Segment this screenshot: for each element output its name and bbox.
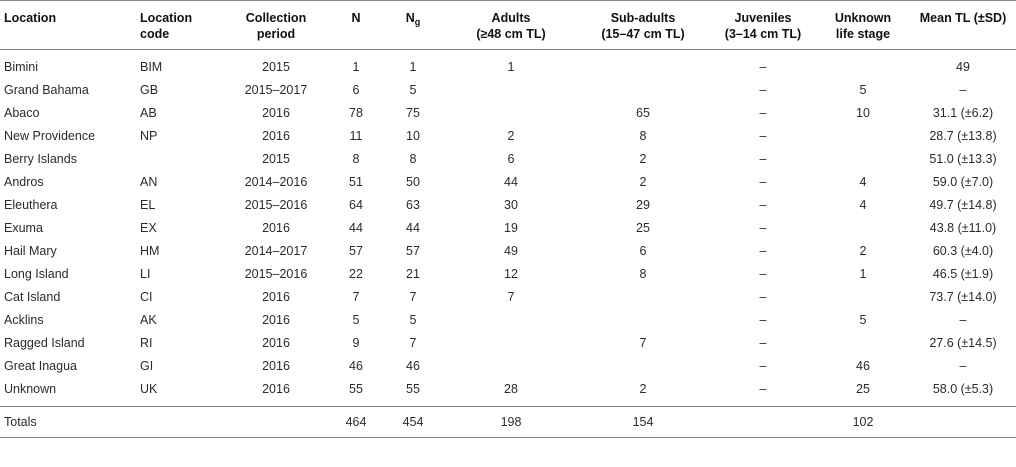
cell-mean: – bbox=[959, 313, 967, 327]
cell-mean: 43.8 (±11.0) bbox=[929, 221, 997, 235]
header-mean-text: Mean TL (±SD) bbox=[919, 11, 1007, 25]
header-unknown-life-stage bbox=[816, 1, 910, 50]
header-juveniles bbox=[710, 1, 816, 50]
cell-code: BIM bbox=[140, 60, 163, 74]
cell-subadults bbox=[576, 50, 710, 80]
cell-n: 55 bbox=[332, 378, 380, 407]
cell-period: 2014–2017 bbox=[244, 244, 308, 258]
header-n-text: N bbox=[351, 11, 361, 25]
table-row bbox=[0, 125, 1016, 148]
cell-juveniles: – bbox=[759, 129, 767, 143]
cell-subadults bbox=[576, 79, 710, 102]
cell-code: EX bbox=[140, 221, 157, 235]
cell-ng: 63 bbox=[406, 198, 420, 212]
cell-juveniles: – bbox=[759, 83, 767, 97]
totals-unknown: 102 bbox=[816, 407, 910, 438]
cell-mean: 46.5 (±1.9) bbox=[932, 267, 994, 281]
cell-adults: 2 bbox=[507, 129, 515, 143]
header-unknown-line2: life stage bbox=[835, 27, 891, 41]
cell-code: NP bbox=[140, 129, 158, 143]
cell-ng: 55 bbox=[380, 378, 446, 407]
cell-adults: 12 bbox=[504, 267, 518, 281]
cell-subadults bbox=[576, 355, 710, 378]
cell-juveniles: – bbox=[759, 221, 767, 235]
cell-ng: 7 bbox=[409, 290, 417, 304]
totals-n: 464 bbox=[332, 407, 380, 438]
table-row bbox=[0, 102, 1016, 125]
header-collection-period bbox=[220, 1, 332, 50]
table-row bbox=[0, 79, 1016, 102]
cell-juveniles: – bbox=[759, 290, 767, 304]
cell-ng: 8 bbox=[409, 152, 417, 166]
header-mean-tl bbox=[910, 1, 1016, 50]
cell-juveniles: – bbox=[759, 313, 767, 327]
cell-mean: 27.6 (±14.5) bbox=[929, 336, 997, 350]
cell-n: 78 bbox=[349, 106, 363, 120]
cell-location: Grand Bahama bbox=[4, 83, 89, 97]
cell-location: Abaco bbox=[4, 106, 40, 120]
cell-unknown: 46 bbox=[856, 359, 870, 373]
cell-period: 2015–2017 bbox=[244, 83, 308, 97]
totals-row bbox=[0, 407, 1016, 438]
cell-n: 22 bbox=[349, 267, 363, 281]
cell-unknown: 5 bbox=[859, 313, 867, 327]
totals-subadults: 154 bbox=[576, 407, 710, 438]
cell-subadults: 6 bbox=[639, 244, 647, 258]
cell-n: 57 bbox=[349, 244, 363, 258]
cell-juveniles: – bbox=[759, 175, 767, 189]
cell-subadults: 25 bbox=[636, 221, 650, 235]
cell-subadults bbox=[576, 286, 710, 309]
cell-location: Great Inagua bbox=[4, 359, 77, 373]
cell-location: Bimini bbox=[4, 60, 39, 74]
cell-unknown bbox=[816, 286, 910, 309]
cell-subadults: 29 bbox=[636, 198, 650, 212]
cell-period: 2016 bbox=[262, 313, 290, 327]
table-header bbox=[0, 1, 1016, 50]
cell-adults bbox=[446, 309, 576, 332]
header-adults-line1: Adults bbox=[491, 11, 531, 25]
table-row bbox=[0, 332, 1016, 355]
cell-juveniles: – bbox=[759, 152, 767, 166]
cell-ng: 5 bbox=[409, 313, 417, 327]
header-juveniles-line2: (3–14 cm TL) bbox=[724, 27, 802, 41]
cell-subadults bbox=[576, 309, 710, 332]
table-row bbox=[0, 263, 1016, 286]
cell-location: Acklins bbox=[4, 313, 44, 327]
table-row bbox=[0, 378, 1016, 407]
cell-location: Long Island bbox=[4, 267, 69, 281]
cell-location: Berry Islands bbox=[4, 152, 77, 166]
cell-period: 2014–2016 bbox=[244, 175, 308, 189]
header-adults-line2: (≥48 cm TL) bbox=[476, 27, 546, 41]
cell-juveniles: – bbox=[759, 267, 767, 281]
cell-juveniles: – bbox=[759, 198, 767, 212]
header-ng-base: N bbox=[405, 11, 415, 25]
cell-unknown: 1 bbox=[859, 267, 867, 281]
cell-mean: 73.7 (±14.0) bbox=[929, 290, 997, 304]
cell-adults: 28 bbox=[446, 378, 576, 407]
cell-adults: 6 bbox=[507, 152, 515, 166]
cell-location: Andros bbox=[4, 175, 44, 189]
header-collection-line1: Collection bbox=[245, 11, 307, 25]
cell-code: CI bbox=[140, 290, 153, 304]
cell-adults: 1 bbox=[507, 60, 515, 74]
cell-juveniles: – bbox=[759, 359, 767, 373]
table-row bbox=[0, 50, 1016, 80]
cell-n: 8 bbox=[352, 152, 360, 166]
cell-period: 2016 bbox=[262, 106, 290, 120]
cell-adults: 49 bbox=[504, 244, 518, 258]
header-location-code-line2: code bbox=[140, 27, 170, 41]
cell-code: HM bbox=[140, 244, 160, 258]
cell-ng: 21 bbox=[406, 267, 420, 281]
cell-adults bbox=[446, 102, 576, 125]
cell-location: Ragged Island bbox=[4, 336, 85, 350]
cell-code: UK bbox=[136, 378, 220, 407]
cell-juveniles: – bbox=[759, 336, 767, 350]
cell-n: 64 bbox=[349, 198, 363, 212]
cell-mean: 49 bbox=[956, 60, 970, 74]
cell-period: 2015–2016 bbox=[244, 198, 308, 212]
table-row bbox=[0, 240, 1016, 263]
cell-code: LI bbox=[140, 267, 151, 281]
cell-location: Exuma bbox=[4, 221, 43, 235]
cell-mean: 49.7 (±14.8) bbox=[929, 198, 997, 212]
header-row bbox=[0, 1, 1016, 50]
totals-period-empty bbox=[220, 407, 332, 438]
cell-juveniles: – bbox=[759, 60, 767, 74]
cell-ng: 57 bbox=[406, 244, 420, 258]
table-row bbox=[0, 309, 1016, 332]
cell-mean: 28.7 (±13.8) bbox=[929, 129, 997, 143]
cell-ng: 75 bbox=[406, 106, 420, 120]
cell-ng: 7 bbox=[409, 336, 417, 350]
cell-subadults: 7 bbox=[639, 336, 647, 350]
cell-adults: 44 bbox=[504, 175, 518, 189]
header-unknown-line1: Unknown bbox=[834, 11, 892, 25]
cell-period: 2015 bbox=[262, 152, 290, 166]
totals-adults: 198 bbox=[446, 407, 576, 438]
cell-mean: 59.0 (±7.0) bbox=[932, 175, 994, 189]
cell-juveniles: – bbox=[759, 106, 767, 120]
cell-n: 44 bbox=[349, 221, 363, 235]
header-n bbox=[332, 1, 380, 50]
cell-adults bbox=[446, 79, 576, 102]
cell-subadults: 2 bbox=[639, 175, 647, 189]
cell-unknown bbox=[816, 217, 910, 240]
cell-unknown: 5 bbox=[859, 83, 867, 97]
cell-mean: 31.1 (±6.2) bbox=[932, 106, 994, 120]
cell-period: 2015–2016 bbox=[244, 267, 308, 281]
cell-code: EL bbox=[140, 198, 156, 212]
header-location-code-line1: Location bbox=[140, 11, 193, 25]
cell-n: 11 bbox=[349, 129, 363, 143]
cell-code: GB bbox=[140, 83, 159, 97]
cell-location: Hail Mary bbox=[4, 244, 57, 258]
cell-adults: 7 bbox=[507, 290, 515, 304]
cell-mean: 60.3 (±4.0) bbox=[932, 244, 994, 258]
table-row bbox=[0, 171, 1016, 194]
cell-mean: 58.0 (±5.3) bbox=[910, 378, 1016, 407]
totals-ng: 454 bbox=[380, 407, 446, 438]
header-location-code bbox=[136, 1, 220, 50]
cell-ng: 50 bbox=[406, 175, 420, 189]
cell-code bbox=[136, 148, 220, 171]
header-collection-line2: period bbox=[256, 27, 296, 41]
cell-location: Eleuthera bbox=[4, 198, 58, 212]
cell-unknown bbox=[816, 125, 910, 148]
cell-juveniles: – bbox=[710, 378, 816, 407]
cell-unknown: 10 bbox=[856, 106, 870, 120]
cell-unknown: 2 bbox=[859, 244, 867, 258]
cell-location: Cat Island bbox=[4, 290, 61, 304]
cell-mean: – bbox=[959, 83, 967, 97]
cell-n: 7 bbox=[352, 290, 360, 304]
table-row bbox=[0, 194, 1016, 217]
cell-juveniles: – bbox=[759, 244, 767, 258]
cell-unknown: 4 bbox=[859, 198, 867, 212]
table-row bbox=[0, 217, 1016, 240]
totals-code-empty bbox=[136, 407, 220, 438]
cell-adults bbox=[446, 355, 576, 378]
table-row bbox=[0, 355, 1016, 378]
cell-code: RI bbox=[140, 336, 153, 350]
cell-unknown bbox=[816, 50, 910, 80]
cell-subadults: 8 bbox=[639, 129, 647, 143]
totals-label: Totals bbox=[0, 407, 136, 438]
table-footer bbox=[0, 407, 1016, 438]
cell-mean: – bbox=[959, 359, 967, 373]
header-adults bbox=[446, 1, 576, 50]
header-subadults-line1: Sub-adults bbox=[610, 11, 676, 25]
cell-period: 2016 bbox=[262, 336, 290, 350]
cell-ng: 46 bbox=[406, 359, 420, 373]
header-juveniles-line1: Juveniles bbox=[734, 11, 792, 25]
header-subadults-line2: (15–47 cm TL) bbox=[601, 27, 685, 41]
cell-adults bbox=[446, 332, 576, 355]
cell-subadults: 8 bbox=[639, 267, 647, 281]
header-ng-sub: g bbox=[414, 17, 421, 27]
cell-unknown bbox=[816, 148, 910, 171]
cell-ng: 44 bbox=[406, 221, 420, 235]
cell-period: 2016 bbox=[262, 221, 290, 235]
cell-period: 2016 bbox=[262, 129, 290, 143]
cell-n: 46 bbox=[349, 359, 363, 373]
cell-location: New Providence bbox=[4, 129, 96, 143]
cell-unknown: 4 bbox=[859, 175, 867, 189]
table-row bbox=[0, 148, 1016, 171]
cell-location: Unknown bbox=[0, 378, 136, 407]
header-location bbox=[0, 1, 136, 50]
cell-period: 2015 bbox=[262, 60, 290, 74]
cell-n: 6 bbox=[352, 83, 360, 97]
cell-adults: 30 bbox=[504, 198, 518, 212]
header-ng bbox=[380, 1, 446, 50]
cell-unknown bbox=[816, 332, 910, 355]
cell-subadults: 2 bbox=[639, 152, 647, 166]
cell-ng: 10 bbox=[406, 129, 420, 143]
cell-subadults: 2 bbox=[576, 378, 710, 407]
header-location-text: Location bbox=[4, 11, 57, 25]
header-subadults bbox=[576, 1, 710, 50]
table-row bbox=[0, 286, 1016, 309]
cell-n: 5 bbox=[352, 313, 360, 327]
cell-code: AK bbox=[140, 313, 157, 327]
cell-period: 2016 bbox=[220, 378, 332, 407]
cell-adults: 19 bbox=[504, 221, 518, 235]
cell-period: 2016 bbox=[262, 359, 290, 373]
totals-juveniles-empty bbox=[710, 407, 816, 438]
cell-n: 51 bbox=[349, 175, 363, 189]
cell-subadults: 65 bbox=[636, 106, 650, 120]
cell-period: 2016 bbox=[262, 290, 290, 304]
table-body bbox=[0, 50, 1016, 407]
cell-code: AB bbox=[140, 106, 157, 120]
totals-mean-empty bbox=[910, 407, 1016, 438]
cell-mean: 51.0 (±13.3) bbox=[929, 152, 997, 166]
cell-code: AN bbox=[140, 175, 158, 189]
cell-ng: 1 bbox=[409, 60, 417, 74]
cell-code: GI bbox=[140, 359, 154, 373]
cell-ng: 5 bbox=[409, 83, 417, 97]
cell-unknown: 25 bbox=[816, 378, 910, 407]
cell-n: 9 bbox=[352, 336, 360, 350]
cell-n: 1 bbox=[352, 60, 360, 74]
